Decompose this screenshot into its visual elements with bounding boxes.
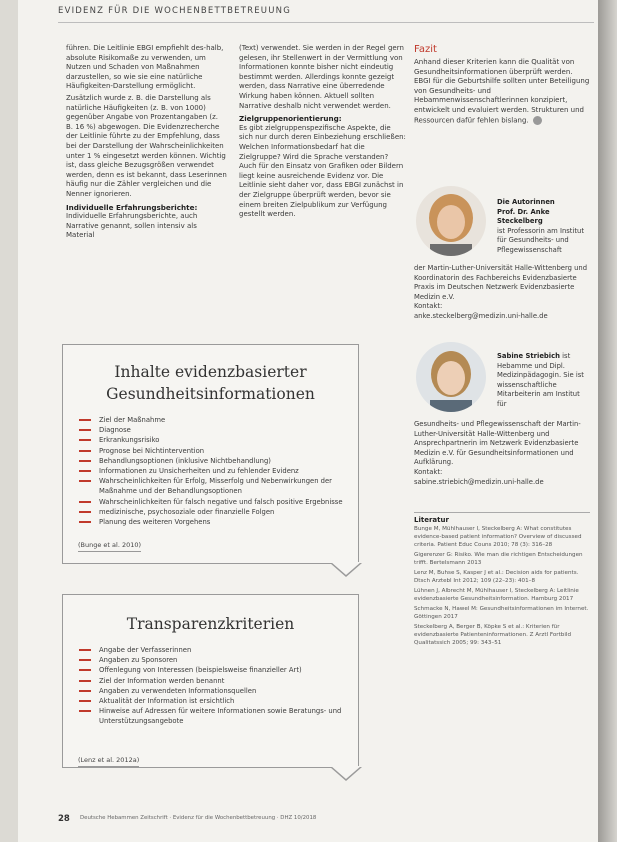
contents-list (79, 415, 358, 527)
list-item: Informationen zu Unsicherheiten und zu fehlender Evidenz (79, 466, 358, 476)
info-box-contents (62, 344, 359, 564)
literature-entry: Steckelberg A, Berger B, Köpke S et al.: Kriterien für evidenzbasierte Patienteninformationen. Z Arztl Fortbild Qualitatssich 2005; 99: 343–51 (414, 624, 572, 646)
end-mark-icon (533, 116, 542, 125)
list-item: Diagnose (79, 425, 358, 435)
subheading: Zielgruppenorientierung: (239, 114, 342, 124)
section-header: EVIDENZ FÜR DIE WOCHENBETTBETREUUNG (58, 6, 291, 16)
literature-entry: Schmacke N, Hawel M: Gesundheitsinformationen im Internet. Göttingen 2017 (414, 606, 589, 620)
author-portrait-steckelberg (416, 186, 486, 256)
fazit-heading: Fazit (414, 44, 437, 55)
box2-notch-fill (331, 766, 361, 779)
list-item: Angabe der Verfasserinnen (79, 645, 358, 655)
list-item: Aktualität der Information ist ersichtlich (79, 696, 358, 706)
paragraph: Individuelle Erfahrungsberichte, auch Narrative genannt, sollen intensiv als Material (66, 212, 198, 240)
literature-entry: Lühnen J, Albrecht M, Mühlhauser I, Steckelberg A: Leitlinie evidenzbasierte Gesundheitsinformation. Hamburg 2017 (414, 588, 579, 602)
list-item: Erkrankungsrisiko (79, 435, 358, 445)
paragraph: (Text) verwendet. Sie werden in der Regel gern gelesen, ihr Stellenwert in der Vermittlung von Informationen konnte bisher nicht eindeutig bestimmt werden. Allerdings konnte gezeigt werden, dass Narrative eine überredende Wirkung haben können. Aktuell sollten Narrative deshalb nicht verwendet werden. (239, 44, 404, 110)
box1-source: (Bunge et al. 2010) (78, 541, 141, 552)
paragraph: Zusätzlich wurde z. B. die Darstellung als natürliche Häufigkeiten (z. B. von 1000) gegenüber Angabe von Prozentangaben (z. B. 16 %) abgewogen. Die Evidenzrecherche der Leitlinie führte zu der Empfehlung, dass bei der Darstellung der Wahrscheinlichkeiten unter 1 % eingesetzt werden können. Wichtig ist, dass gleiche Bezugsgrößen verwendet werden, denn es ist bekannt, dass Leserinnen häufig nur die Zähler vergleichen und die Nenner ignorieren. (66, 93, 227, 198)
authors-heading: Die Autorinnen (497, 198, 555, 206)
author2-bio-full: Gesundheits- und Pflegewissenschaft der Martin-Luther-Universität Halle-Wittenberg und Ansprechpartnerin im Netzwerk Evidenzbasierte Medizin e.V. für Gesundheitsinformationen und Aufklärung. (414, 420, 581, 467)
author2-contact-label: Kontakt: (414, 467, 443, 476)
list-item: Wahrscheinlichkeiten für Erfolg, Misserfolg und Nebenwirkungen der Maßnahme und der Behandlungsoptionen (79, 476, 358, 496)
author1-bio-inline: ist Professorin am Institut für Gesundheits- und Pflegewissenschaft (497, 226, 584, 254)
list-item: Offenlegung von Interessen (beispielsweise finanzieller Art) (79, 665, 358, 675)
list-item: Prognose bei Nichtintervention (79, 446, 358, 456)
list-item: Behandlungsoptionen (inklusive Nichtbehandlung) (79, 456, 358, 466)
footer-line: Deutsche Hebammen Zeitschrift · Evidenz für die Wochenbettbetreuung · DHZ 10/2018 (80, 815, 317, 821)
paragraph: Es gibt zielgruppenspezifische Aspekte, die sich nur durch deren Einbeziehung erschließen: Welchen Informationsbedarf hat die Zielgruppe? Wird die Sprache verstanden? Auch für den Einsatz von Grafiken oder Bildern liegt keine ausreichende Evidenz vor. Die Leitlinie sieht daher vor, dass EBGI zunächst in der Zielgruppe überprüft werden, bevor sie einem breiten Zielpublikum zur Verfügung gestellt werden. (239, 123, 406, 219)
text-column-1 (66, 44, 227, 243)
author-portrait-striebich (416, 342, 486, 412)
transparency-box-title: Transparenzkriterien (126, 615, 295, 633)
box2-source: (Lenz et al. 2012a) (78, 756, 139, 767)
text-column-2 (239, 44, 406, 222)
literature-entry: Lenz M, Buhse S, Kasper J et al.: Decision aids for patients. Dtsch Arztebl Int 2012; 109 (22–23): 401–8 (414, 570, 579, 584)
subheading: Individuelle Erfahrungsberichte: (66, 202, 198, 212)
info-box-title-line2: Gesundheitsinformationen (106, 385, 315, 403)
list-item: Ziel der Maßnahme (79, 415, 358, 425)
paragraph: führen. Die Leitlinie EBGI empfiehlt des-halb, absolute Risikomaße zu verwenden, um Nutzen und Schaden von Maßnahmen darzustellen, so wie sie eine natürliche Häufigkeiten-Darstellung ermöglicht. (66, 44, 224, 91)
list-item: Angaben zu verwendeten Informationsquellen (79, 686, 358, 696)
page-edge-shadow (598, 0, 617, 842)
list-item: Hinweise auf Adressen für weitere Informationen sowie Beratungs- und Unterstützungsangebote (79, 706, 358, 726)
list-item: Angaben zu Sponsoren (79, 655, 358, 665)
list-item: Wahrscheinlichkeiten für falsch negative und falsch positive Ergebnisse (79, 497, 358, 507)
author1-bio (414, 264, 590, 322)
literature-entry: Gigerenzer G: Risiko. Wie man die richtigen Entscheidungen trifft. Bertelsmann 2013 (414, 552, 583, 566)
list-item: Planung des weiteren Vorgehens (79, 517, 358, 527)
author2-name: Sabine Striebich (497, 352, 560, 360)
info-box-title (63, 361, 358, 405)
box1-notch-fill (331, 562, 361, 575)
author1-name: Prof. Dr. Anke Steckelberg (497, 207, 550, 226)
list-item: Ziel der Information werden benannt (79, 676, 358, 686)
literature-entry: Bunge M, Mühlhauser I, Steckelberg A: What constitutes evidence-based patient information? Overview of discussed criteria. Patient Educ Couns 2010; 78 (3): 316–28 (414, 526, 582, 548)
info-box-title-line1: Inhalte evidenzbasierter (114, 363, 307, 381)
text-column-3 (414, 44, 590, 128)
author2-email-link[interactable]: sabine.striebich@medizin.uni-halle.de (414, 477, 544, 486)
author2-bio (414, 420, 590, 487)
list-item: medizinische, psychosoziale oder finanzielle Folgen (79, 507, 358, 517)
author-bio-head (497, 198, 591, 256)
author1-email-link[interactable]: anke.steckelberg@medizin.uni-halle.de (414, 311, 548, 320)
fazit-text-body: Anhand dieser Kriterien kann die Qualität von Gesundheitsinformationen überprüft werden. EBGI für die Geburtshilfe sollten unter Beteiligung von Gesundheits- und Hebammenwissenschaftlerinnen konzipiert, entwickelt und evaluiert werden. Strukturen und Ressourcen dafür fehlen bislang. (414, 58, 590, 125)
literature-heading: Literatur (414, 512, 590, 524)
header-rule (58, 22, 594, 23)
page-number: 28 (58, 814, 70, 824)
author1-bio-full: der Martin-Luther-Universität Halle-Wittenberg und Koordinatorin des Fachbereichs Evidenzbasierte Praxis im Deutschen Netzwerk Evidenzbasierte Medizin e.V. (414, 264, 588, 301)
info-box-transparency (62, 594, 359, 768)
author2-bio-inline: ist Hebamme und Dipl. Medizinpädagogin. Sie ist wissenschaftliche Mitarbeiterin am Institut für (497, 352, 584, 408)
fazit-text (414, 58, 590, 126)
literature-section (414, 512, 590, 649)
author1-contact-label: Kontakt: (414, 302, 443, 311)
transparency-list (79, 645, 358, 727)
author2-bio-head (497, 352, 591, 410)
